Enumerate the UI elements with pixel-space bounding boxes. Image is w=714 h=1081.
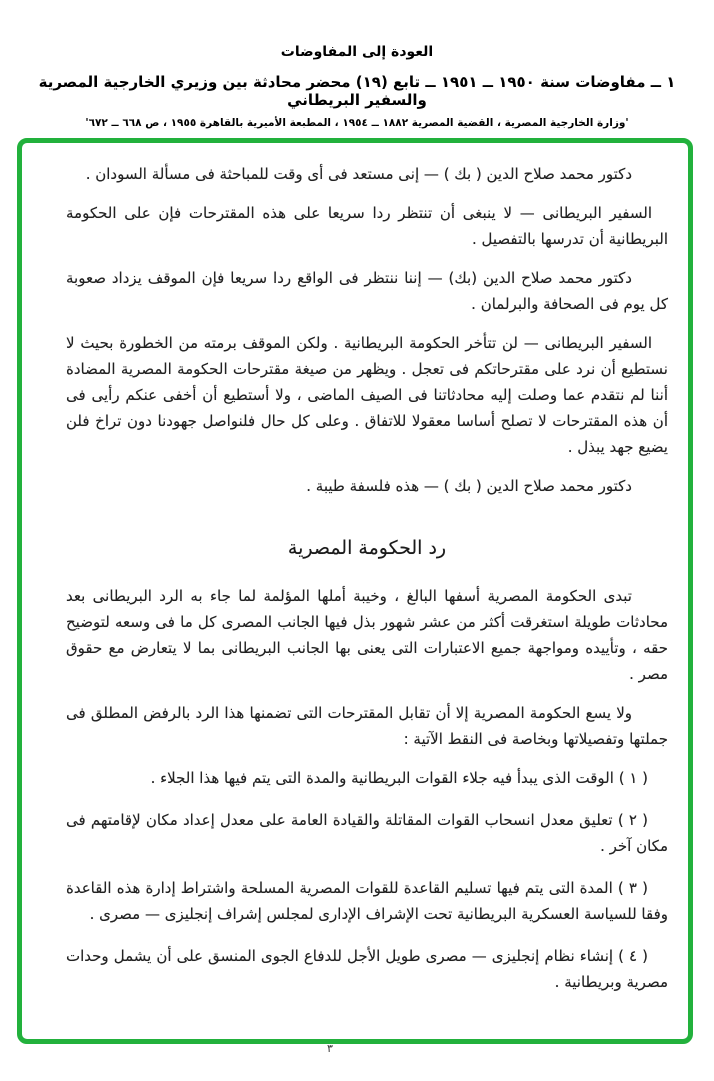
point-text: المدة التى يتم فيها تسليم القاعدة للقوات المصرية المسلحة واشتراط إدارة هذه القاعدة وفقا للسياسة العسكرية البريطانية تحت الإشراف الإدارى لمجلس إشراف إنجليزى — مصرى .	[66, 879, 668, 923]
document-title: العودة إلى المفاوضات	[280, 44, 434, 60]
numbered-point-3	[66, 875, 668, 927]
dialogue-paragraph-1: دكتور محمد صلاح الدين ( بك ) — إنى مستعد فى أى وقت للمباحثة فى مسألة السودان .	[85, 165, 632, 183]
point-number: ( ٤ )	[618, 947, 649, 965]
section-heading: رد الحكومة المصرية	[287, 537, 447, 559]
document-subtitle: ١ ــ مفاوضات سنة ١٩٥٠ ــ ١٩٥١ ــ تابع (١٩) محضر محادثة بين وزيري الخارجية المصرية والسفير البريطاني	[38, 73, 676, 109]
body-paragraph-1: تبدى الحكومة المصرية أسفها البالغ ، وخيبة أملها المؤلمة لما جاء به الرد البريطانى بعد محادثات طويلة استغرقت أكثر من عشر شهور بذل فيها الجانب المصرى كل ما فى وسعه لتوضيح حقه ، وتأييده ومواجهة جميع الاعتبارات التى يعنى بها الجانب البريطانى بما لا يتعارض مع حقوق مصر .	[66, 587, 668, 683]
document-header	[0, 0, 714, 129]
point-number: ( ١ )	[618, 769, 648, 787]
dialogue-paragraph-2: السفير البريطانى — لا ينبغى أن تنتظر ردا سريعا على هذه المقترحات فإن على الحكومة البريطانية أن تدرسها بالتفصيل .	[66, 204, 668, 248]
point-text: الوقت الذى يبدأ فيه جلاء القوات البريطانية والمدة التى يتم فيها هذا الجلاء .	[150, 769, 614, 787]
numbered-point-4	[66, 943, 668, 995]
point-number: ( ٢ )	[617, 811, 648, 829]
dialogue-paragraph-5: دكتور محمد صلاح الدين ( بك ) — هذه فلسفة طيبة .	[306, 477, 632, 495]
point-text: تعليق معدل انسحاب القوات المقاتلة والقيادة العامة على معدل إعداد مكان لإقامتهم فى مكان آخر .	[66, 811, 668, 855]
numbered-point-2	[66, 807, 668, 859]
point-text: إنشاء نظام إنجليزى — مصرى طويل الأجل للدفاع الجوى المنسق على أن يشمل وحدات مصرية وبريطانية .	[66, 947, 668, 991]
dialogue-paragraph-3: دكتور محمد صلاح الدين (بك) — إننا ننتظر فى الواقع ردا سريعا فإن الموقف يزداد صعوبة كل يوم فى الصحافة والبرلمان .	[66, 269, 668, 313]
point-number: ( ٣ )	[617, 879, 648, 897]
body-paragraph-2: ولا يسع الحكومة المصرية إلا أن تقابل المقترحات التى تضمنها هذا الرد بالرفض المطلق فى جملتها وتفصيلاتها وبخاصة فى النقط الآتية :	[66, 704, 668, 748]
document-content	[22, 143, 688, 995]
numbered-point-1	[66, 765, 668, 791]
page-number: ٣	[327, 1042, 333, 1055]
highlight-frame	[17, 138, 693, 1044]
document-source-citation: 'وزارة الخارجية المصرية ، القضية المصرية ١٨٨٢ ــ ١٩٥٤ ، المطبعة الأميرية بالقاهرة ١٩٥٥ ، ص ٦٦٨ ــ ٦٧٢'	[85, 117, 629, 129]
dialogue-paragraph-4: السفير البريطانى — لن تتأخر الحكومة البريطانية . ولكن الموقف برمته من الخطورة بحيث لا نستطيع أن نرد على مقترحاتكم فى تعجل . ويظهر من صيغة مقترحات الحكومة المصرية المضادة أننا لم نتقدم عما وصلت إليه محادثاتنا فى الصيف الماضى ، ولا أستطيع أن أخفى عنكم رأيى فى أن هذه المقترحات لا تصلح أساسا معقولا للاتفاق . وعلى كل حال فلنواصل جهودنا دون تراخ فلن يضيع جهد يبذل .	[66, 334, 668, 456]
